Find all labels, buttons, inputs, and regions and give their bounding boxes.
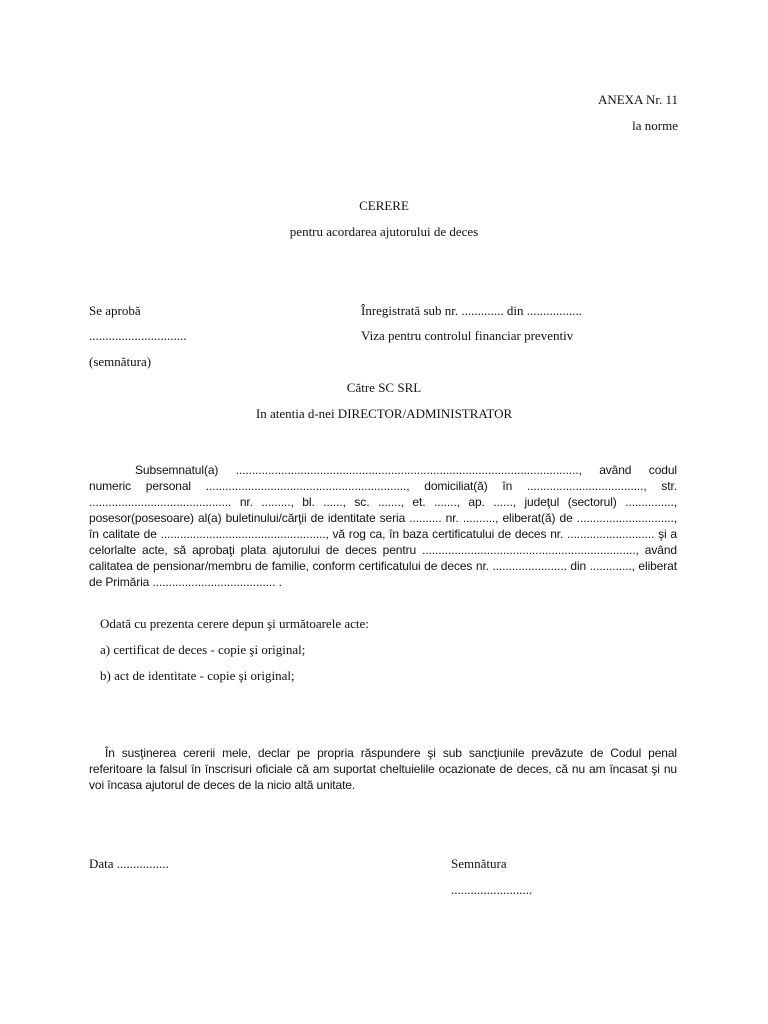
document-subtitle: pentru acordarea ajutorului de deces [289,224,479,239]
document-item-b: b) act de identitate - copie şi original; [100,668,295,683]
signature-label: Semnătura [451,856,507,871]
document-title: CERERE [359,198,409,213]
attention-line: In atentia d-nei DIRECTOR/ADMINISTRATOR [255,406,513,421]
declaration-text: În susţinerea cererii mele, declar pe propria răspundere şi sub sancţiunile prevăzute de Codul penal referitoare la falsul în înscrisuri oficiale că am suportat cheltuielile ocazionate de deces, că nu am încasat şi nu voi încasa ajutorul de deces de la nicio altă unitate. [89,746,677,792]
approval-signature: (semnătura) [89,354,152,369]
document-item-a: a) certificat de deces - copie şi original; [100,642,306,657]
registration-line: Înregistrată sub nr. ............. din ................. [361,303,582,318]
annex-norms: la norme [632,118,678,133]
main-paragraph [89,462,677,590]
signature-dots: ......................... [451,882,533,897]
declaration-paragraph [89,745,677,793]
approval-dots: .............................. [89,328,187,343]
documents-intro: Odată cu prezenta cerere depun şi următoarele acte: [100,616,369,631]
main-paragraph-text: Subsemnatul(a) .........................................................................................................., având codul numeric personal .............................................................., domiciliat(ă) în ...................................., str. ............................................ nr. ........., bl. ......, sc. ......., et. ......., ap. ......, judeţul (sectorul) ..............., posesor(posesoare) al(a) buletinului/cărţii de identitate seria .......... nr. .........., eliberat(ă) de .............................., în calitate de ..................................................., vă rog ca, în baza certificatului de deces nr. ........................... şi a celorlalte acte, să aprobaţi plata ajutorului de deces pentru .................................................................., având calitatea de pensionar/membru de familie, conform certificatului de deces nr. ....................... din ............., eliberat de Primăria ...................................... . [89,463,677,589]
addressee: Către SC SRL [346,380,422,395]
annex-number: ANEXA Nr. 11 [597,92,678,107]
date-field: Data ................ [89,856,169,871]
financial-visa: Viza pentru controlul financiar preventiv [361,328,574,343]
approval-label: Se aprobă [89,303,141,318]
